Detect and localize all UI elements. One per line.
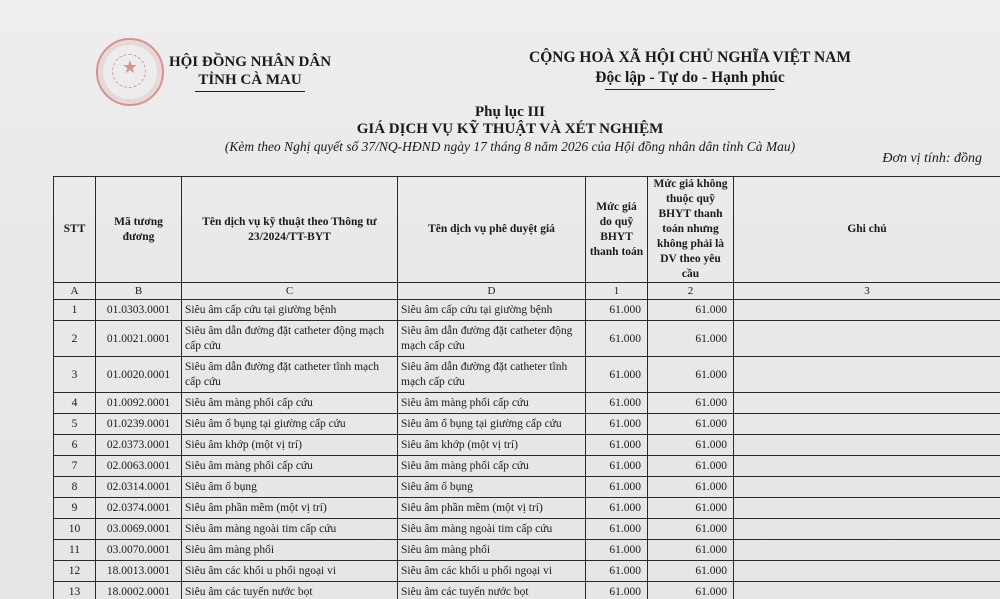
- row-code: 02.0314.0001: [96, 477, 182, 498]
- column-index: D: [398, 283, 586, 300]
- column-index: B: [96, 283, 182, 300]
- row-stt: 9: [54, 498, 96, 519]
- row-tt-name: Siêu âm các khối u phổi ngoại vi: [182, 561, 398, 582]
- row-code: 01.0021.0001: [96, 321, 182, 357]
- column-index: 1: [586, 283, 648, 300]
- row-stt: 4: [54, 393, 96, 414]
- row-stt: 6: [54, 435, 96, 456]
- row-non-bhyt-price: 61.000: [648, 300, 734, 321]
- row-approved-name: Siêu âm ổ bụng: [398, 477, 586, 498]
- row-code: 01.0092.0001: [96, 393, 182, 414]
- row-non-bhyt-price: 61.000: [648, 357, 734, 393]
- row-stt: 10: [54, 519, 96, 540]
- row-note: [734, 477, 1000, 498]
- row-approved-name: Siêu âm khớp (một vị trí): [398, 435, 586, 456]
- table-row: [54, 321, 1000, 357]
- row-bhyt-price: 61.000: [586, 519, 648, 540]
- row-stt: 7: [54, 456, 96, 477]
- row-approved-name: Siêu âm màng phổi cấp cứu: [398, 456, 586, 477]
- row-stt: 12: [54, 561, 96, 582]
- header-non-bhyt-price: Mức giá không thuộc quỹ BHYT thanh toán nhưng không phải là DV theo yêu cầu: [648, 177, 734, 283]
- row-non-bhyt-price: 61.000: [648, 456, 734, 477]
- row-tt-name: Siêu âm phần mềm (một vị trí): [182, 498, 398, 519]
- row-approved-name: Siêu âm màng ngoài tim cấp cứu: [398, 519, 586, 540]
- motto: Độc lập - Tự do - Hạnh phúc: [595, 69, 785, 86]
- appendix-label: Phụ lục III: [474, 104, 546, 120]
- row-approved-name: Siêu âm các tuyến nước bọt: [398, 582, 586, 599]
- row-approved-name: Siêu âm các khối u phổi ngoại vi: [398, 561, 586, 582]
- row-stt: 2: [54, 321, 96, 357]
- row-note: [734, 582, 1000, 599]
- row-note: [734, 321, 1000, 357]
- row-code: 18.0013.0001: [96, 561, 182, 582]
- row-stt: 3: [54, 357, 96, 393]
- row-note: [734, 519, 1000, 540]
- row-stt: 13: [54, 582, 96, 599]
- column-index: A: [54, 283, 96, 300]
- row-tt-name: Siêu âm màng phổi cấp cứu: [182, 393, 398, 414]
- row-note: [734, 498, 1000, 519]
- row-bhyt-price: 61.000: [586, 582, 648, 599]
- row-note: [734, 435, 1000, 456]
- row-tt-name: Siêu âm dẫn đường đặt catheter tĩnh mạch cấp cứu: [182, 357, 398, 393]
- nation-name: CỘNG HOÀ XÃ HỘI CHỦ NGHĨA VIỆT NAM: [529, 49, 851, 66]
- official-seal-stamp: ★: [96, 38, 164, 106]
- row-tt-name: Siêu âm các tuyến nước bọt: [182, 582, 398, 599]
- row-approved-name: Siêu âm màng phổi cấp cứu: [398, 393, 586, 414]
- row-note: [734, 393, 1000, 414]
- row-non-bhyt-price: 61.000: [648, 582, 734, 599]
- header-note: Ghi chú: [734, 177, 1000, 283]
- row-code: 01.0239.0001: [96, 414, 182, 435]
- row-non-bhyt-price: 61.000: [648, 435, 734, 456]
- header-stt: STT: [54, 177, 96, 283]
- column-index: 3: [734, 283, 1000, 300]
- row-note: [734, 357, 1000, 393]
- authority-line-2: TỈNH CÀ MAU: [198, 72, 302, 88]
- row-bhyt-price: 61.000: [586, 540, 648, 561]
- document-title: GIÁ DỊCH VỤ KỸ THUẬT VÀ XÉT NGHIỆM: [356, 121, 664, 137]
- authority-line-1: HỘI ĐỒNG NHÂN DÂN: [168, 54, 332, 70]
- table-row: [54, 435, 1000, 456]
- row-code: 02.0063.0001: [96, 456, 182, 477]
- column-index-row: [54, 283, 1000, 300]
- issuing-authority: [150, 53, 350, 92]
- table-row: [54, 477, 1000, 498]
- table-row: [54, 540, 1000, 561]
- row-approved-name: Siêu âm ổ bụng tại giường cấp cứu: [398, 414, 586, 435]
- row-code: 18.0002.0001: [96, 582, 182, 599]
- row-non-bhyt-price: 61.000: [648, 321, 734, 357]
- table-row: [54, 393, 1000, 414]
- row-bhyt-price: 61.000: [586, 456, 648, 477]
- row-code: 03.0069.0001: [96, 519, 182, 540]
- row-note: [734, 540, 1000, 561]
- price-table: [53, 176, 1000, 599]
- row-stt: 11: [54, 540, 96, 561]
- national-motto: [520, 48, 860, 90]
- row-bhyt-price: 61.000: [586, 477, 648, 498]
- header-code: Mã tương đương: [96, 177, 182, 283]
- row-bhyt-price: 61.000: [586, 561, 648, 582]
- table-body: [54, 300, 1000, 599]
- row-note: [734, 561, 1000, 582]
- row-tt-name: Siêu âm màng phổi cấp cứu: [182, 456, 398, 477]
- unit-label: Đơn vị tính: đồng: [882, 151, 982, 166]
- table-row: [54, 519, 1000, 540]
- row-approved-name: Siêu âm màng phổi: [398, 540, 586, 561]
- row-tt-name: Siêu âm màng phổi: [182, 540, 398, 561]
- row-note: [734, 300, 1000, 321]
- row-stt: 8: [54, 477, 96, 498]
- row-bhyt-price: 61.000: [586, 435, 648, 456]
- table-row: [54, 300, 1000, 321]
- row-approved-name: Siêu âm dẫn đường đặt catheter tĩnh mạch cấp cứu: [398, 357, 586, 393]
- row-note: [734, 414, 1000, 435]
- row-non-bhyt-price: 61.000: [648, 414, 734, 435]
- row-bhyt-price: 61.000: [586, 357, 648, 393]
- table-row: [54, 561, 1000, 582]
- row-tt-name: Siêu âm màng ngoài tim cấp cứu: [182, 519, 398, 540]
- row-stt: 5: [54, 414, 96, 435]
- row-bhyt-price: 61.000: [586, 321, 648, 357]
- table-row: [54, 582, 1000, 599]
- row-approved-name: Siêu âm dẫn đường đặt catheter động mạch cấp cứu: [398, 321, 586, 357]
- row-code: 01.0020.0001: [96, 357, 182, 393]
- header-approved-name: Tên dịch vụ phê duyệt giá: [398, 177, 586, 283]
- row-bhyt-price: 61.000: [586, 414, 648, 435]
- row-stt: 1: [54, 300, 96, 321]
- row-tt-name: Siêu âm ổ bụng tại giường cấp cứu: [182, 414, 398, 435]
- row-tt-name: Siêu âm ổ bụng: [182, 477, 398, 498]
- header-bhyt-price: Mức giá do quỹ BHYT thanh toán: [586, 177, 648, 283]
- header-tt-name: Tên dịch vụ kỹ thuật theo Thông tư 23/2024/TT-BYT: [182, 177, 398, 283]
- row-non-bhyt-price: 61.000: [648, 393, 734, 414]
- row-approved-name: Siêu âm phần mềm (một vị trí): [398, 498, 586, 519]
- document-subtitle: (Kèm theo Nghị quyết số 37/NQ-HĐND ngày 17 tháng 8 năm 2026 của Hội đồng nhân dân tỉnh Cà Mau): [224, 139, 796, 154]
- row-non-bhyt-price: 61.000: [648, 477, 734, 498]
- row-code: 03.0070.0001: [96, 540, 182, 561]
- underline-divider: [195, 91, 305, 92]
- row-bhyt-price: 61.000: [586, 498, 648, 519]
- column-index: 2: [648, 283, 734, 300]
- row-non-bhyt-price: 61.000: [648, 519, 734, 540]
- row-note: [734, 456, 1000, 477]
- row-code: 02.0374.0001: [96, 498, 182, 519]
- row-tt-name: Siêu âm dẫn đường đặt catheter động mạch cấp cứu: [182, 321, 398, 357]
- table-row: [54, 498, 1000, 519]
- row-tt-name: Siêu âm khớp (một vị trí): [182, 435, 398, 456]
- row-code: 01.0303.0001: [96, 300, 182, 321]
- row-code: 02.0373.0001: [96, 435, 182, 456]
- row-non-bhyt-price: 61.000: [648, 561, 734, 582]
- column-index: C: [182, 283, 398, 300]
- row-approved-name: Siêu âm cấp cứu tại giường bệnh: [398, 300, 586, 321]
- row-tt-name: Siêu âm cấp cứu tại giường bệnh: [182, 300, 398, 321]
- table-row: [54, 414, 1000, 435]
- document-title-block: [150, 104, 870, 155]
- table-row: [54, 456, 1000, 477]
- table-header-row: [54, 177, 1000, 283]
- row-non-bhyt-price: 61.000: [648, 498, 734, 519]
- row-non-bhyt-price: 61.000: [648, 540, 734, 561]
- table-row: [54, 357, 1000, 393]
- underline-divider: [605, 89, 775, 90]
- row-bhyt-price: 61.000: [586, 393, 648, 414]
- row-bhyt-price: 61.000: [586, 300, 648, 321]
